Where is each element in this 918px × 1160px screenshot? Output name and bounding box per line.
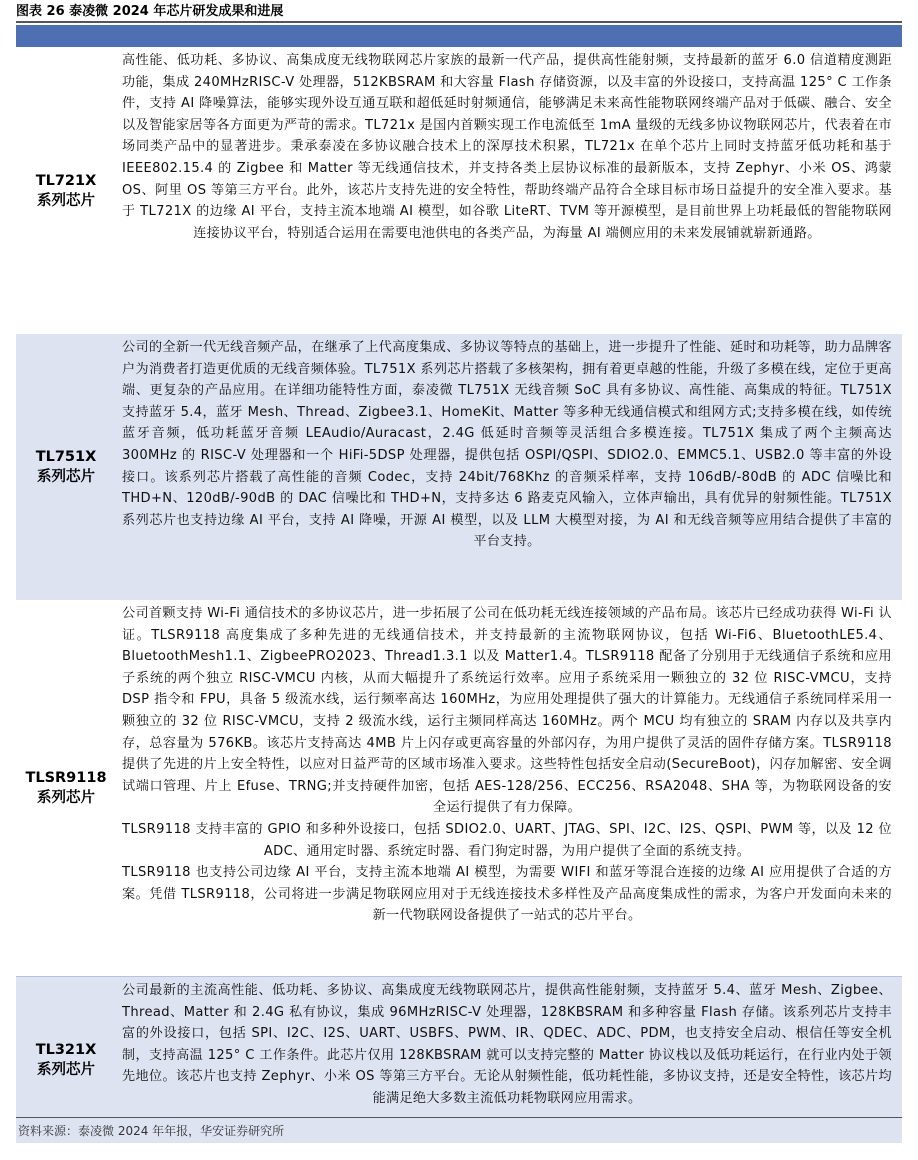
row-label (16, 47, 116, 334)
table-row-tl721x (16, 47, 902, 334)
row-description (116, 47, 902, 334)
top-rule (16, 21, 902, 23)
chip-progress-table (16, 25, 902, 1143)
description-text: 公司首颗支持 Wi-Fi 通信技术的多协议芯片，进一步拓展了公司在低功耗无线连接领域的产品布局。该芯片已经成功获得 Wi-Fi 认证。TLSR9118 高度集成了多种先进的无线通信技术，并支持最新的主流物联网协议，包括 Wi-Fi6、BluetoothLE5.4、BluetoothMesh1.1、ZigbeePRO2023、Thread1.3.1 以及 Matter1.4。TLSR9118 配备了分别用于无线通信子系统和应用子系统的两个独立 RISC-VMCU 内核，从而大幅提升了系统运行效率。应用子系统采用一颗独立的 32 位 RISC-VMCU，支持 DSP 指令和 FPU，具备 5 级流水线，运行频率高达 160MHz，为应用处理提供了强大的计算能力。无线通信子系统同样采用一颗独立的 32 位 RISC-VMCU，支持 2 级流水线，运行主频同样高达 160MHz。两个 MCU 均有独立的 SRAM 内存以及共享内存，总容量为 576KB。该芯片支持高达 4MB 片上闪存或更高容量的外部闪存，为用户提供了灵活的固件存储方案。TLSR9118 提供了先进的片上安全特性，以应对日益严苛的区域市场准入要求。这些特性包括安全启动(SecureBoot)，闪存加解密、安全调试端口管理、片上 Efuse、TRNG;并支持硬件加密，包括 AES-128/256、ECC256、RSA2048、SHA 等，为物联网设备的安全运行提供了有力保障。 (122, 606, 892, 816)
row-description (116, 334, 902, 600)
chip-model: TLSR9118 (25, 770, 107, 786)
row-label (16, 600, 116, 976)
row-description (116, 600, 902, 976)
chip-series: 系列芯片 (37, 1062, 95, 1078)
source-note: 资料来源：泰凌微 2024 年年报，华安证券研究所 (18, 1124, 285, 1138)
chip-series: 系列芯片 (37, 469, 95, 485)
chip-series: 系列芯片 (37, 790, 95, 806)
chip-series: 系列芯片 (37, 192, 95, 209)
table-header-band (16, 25, 902, 47)
figure-caption: 图表 26 泰凌微 2024 年芯片研发成果和进展 (16, 4, 284, 19)
chip-model: TL321X (35, 1042, 97, 1058)
bottom-rule (16, 1117, 902, 1118)
row-label (16, 334, 116, 600)
table-row-tlsr9118 (16, 600, 902, 976)
description-text-interfaces: TLSR9118 支持丰富的 GPIO 和多种外设接口，包括 SDIO2.0、UART、JTAG、SPI、I2C、I2S、QSPI、PWM 等，以及 12 位 ADC、通用定时器、系统定时器、看门狗定时器，为用户提供了全面的系统支持。 (122, 821, 892, 859)
table-row-tl751x (16, 334, 902, 600)
row-label (16, 977, 116, 1143)
description-text: 公司的全新一代无线音频产品，在继承了上代高度集成、多协议等特点的基础上，进一步提升了性能、延时和功耗等，助力品牌客户为消费者打造更优质的无线音频体验。TL751X 系列芯片搭载了多核架构，拥有着更卓越的性能，升级了多模在线，定位于更高端、更复杂的产品应用。在详细功能特性方面，泰凌微 TL751X 无线音频 SoC 具有多协议、高性能、高集成的特征。TL751X 支持蓝牙 5.4，蓝牙 Mesh、Thread、Zigbee3.1、HomeKit、Matter 等多种无线通信模式和组网方式;支持多模在线，如传统蓝牙音频，低功耗蓝牙音频 LEAudio/Auracast，2.4G 低延时音频等灵活组合多模连接。TL751X 集成了两个主频高达 300MHz 的 RISC-V 处理器和一个 HiFi-5DSP 处理器，提供包括 OSPI/QSPI、SDIO2.0、EMMC5.1、USB2.0 等丰富的外设接口。该系列芯片搭载了高性能的音频 Codec，支持 24bit/768Khz 的音频采样率，支持 106dB/-80dB 的 ADC 信噪比和 THD+N、120dB/-90dB 的 DAC 信噪比和 THD+N，支持多达 6 路麦克风输入，立体声输出，具有优异的射频性能。TL751X 系列芯片也支持边缘 AI 平台，支持 AI 降噪，开源 AI 模型，以及 LLM 大模型对接，为 AI 和无线音频等应用结合提供了丰富的平台支持。 (122, 340, 892, 550)
chip-model: TL751X (35, 449, 97, 465)
row-description (116, 977, 902, 1143)
description-text: 公司最新的主流高性能、低功耗、多协议、高集成度无线物联网芯片，提供高性能射频，支持蓝牙 5.4、蓝牙 Mesh、Zigbee、Thread、Matter 和 2.4G 私有协议，集成 96MHzRISC-V 处理器，128KBSRAM 和多种容量 Flash 存储。该系列芯片支持丰富的外设接口，包括 SPI、I2C、I2S、UART、USBFS、PWM、IR、QDEC、ADC、PDM，也支持安全启动、根信任等安全机制，支持高温 125° C 工作条件。此芯片仅用 128KBSRAM 就可以支持完整的 Matter 协议栈以及低功耗运行，在行业内处于领先地位。该芯片也支持 Zephyr、小米 OS 等第三方平台。无论从射频性能，低功耗性能，多协议支持，还是安全特性，该芯片均能满足绝大多数主流低功耗物联网应用需求。 (122, 983, 892, 1106)
description-text: 高性能、低功耗、多协议、高集成度无线物联网芯片家族的最新一代产品，提供高性能射频，支持最新的蓝牙 6.0 信道精度测距功能，集成 240MHzRISC-V 处理器，512KBSRAM 和大容量 Flash 存储资源，以及丰富的外设接口，支持高温 125° C 工作条件，支持 AI 降噪算法，能够实现外设互通互联和超低延时射频通信，能够满足未来高性能物联网终端产品对于低碳、融合、安全以及智能家居等各方面更为严苛的需求。TL721x 是国内首颗实现工作电流低至 1mA 量级的无线多协议物联网芯片，代表着在市场同类产品中的显著进步。秉承泰凌在多协议融合技术上的深厚技术积累，TL721x 在单个芯片上同时支持蓝牙低功耗和基于 IEEE802.15.4 的 Zigbee 和 Matter 等无线通信技术，并支持各类上层协议标准的最新版本，支持 Zephyr、小米 OS、鸿蒙 OS、阿里 OS 等第三方平台。此外，该芯片支持先进的安全特性，帮助终端产品符合全球目标市场日益提升的安全准入要求。基于 TL721X 的边缘 AI 平台，支持主流本地端 AI 模型，如谷歌 LiteRT、TVM 等开源模型，是目前世界上功耗最低的智能物联网连接协议平台，特别适合运用在需要电池供电的各类产品，为海量 AI 端侧应用的未来发展铺就崭新通路。 (122, 53, 892, 241)
description-text-ai: TLSR9118 也支持公司边缘 AI 平台，支持主流本地端 AI 模型，为需要 WIFI 和蓝牙等混合连接的边缘 AI 应用提供了合适的方案。凭借 TLSR9118，公司将进一步满足物联网应用对于无线连接技术多样性及产品高度集成性的需求，为客户开发面向未来的新一代物联网设备提供了一站式的芯片平台。 (122, 865, 892, 924)
chip-model: TL721X (35, 172, 97, 189)
